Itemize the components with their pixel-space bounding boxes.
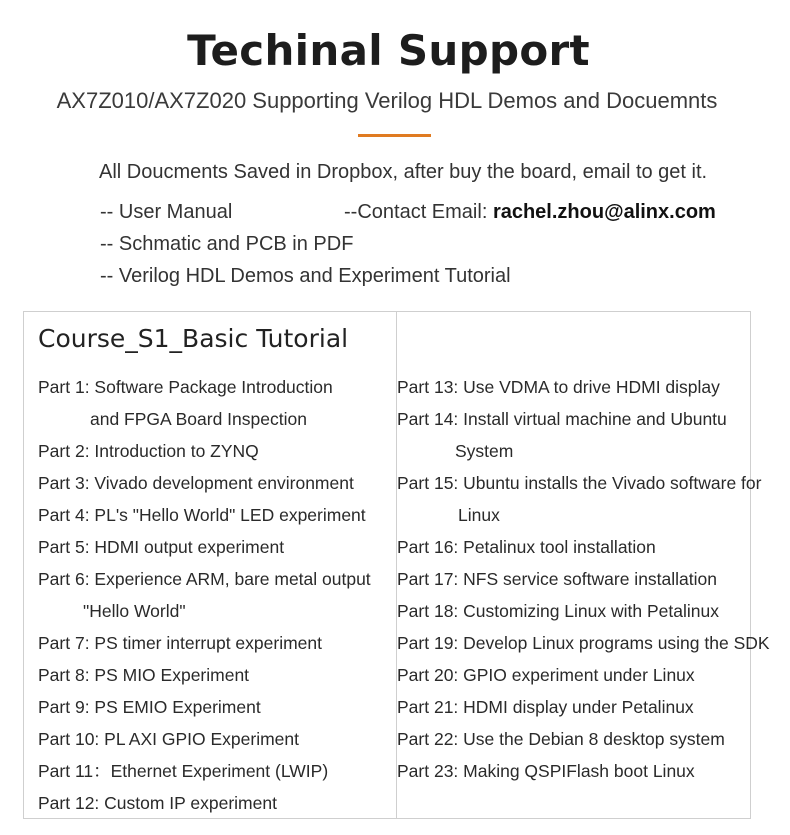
list-item: Part 14: Install virtual machine and Ubuntu System bbox=[397, 409, 727, 461]
doc-item-user-manual: -- User Manual bbox=[100, 201, 233, 223]
list-item: Part 18: Customizing Linux with Petalinux bbox=[397, 601, 719, 621]
page-title: Techinal Support bbox=[187, 26, 590, 75]
course-table bbox=[23, 311, 770, 819]
list-item: Part 23: Making QSPIFlash boot Linux bbox=[397, 761, 695, 781]
contact-email-link[interactable]: rachel.zhou@alinx.com bbox=[492, 201, 716, 223]
contact-info bbox=[344, 201, 716, 224]
list-item: Part 17: NFS service software installation bbox=[397, 569, 717, 589]
list-item: Part 5: HDMI output experiment bbox=[38, 537, 285, 557]
list-item: Part 9: PS EMIO Experiment bbox=[38, 697, 261, 717]
list-item: Part 16: Petalinux tool installation bbox=[397, 537, 656, 557]
list-item: Part 13: Use VDMA to drive HDMI display bbox=[397, 377, 720, 397]
list-item: Part 8: PS MIO Experiment bbox=[38, 665, 250, 685]
list-item: Part 1: Software Package Introduction and FPGA Board Inspection bbox=[38, 377, 333, 429]
doc-item-verilog-demos: -- Verilog HDL Demos and Experiment Tutorial bbox=[100, 265, 511, 287]
list-item: Part 19: Develop Linux programs using the SDK bbox=[397, 633, 770, 653]
page-subtitle: AX7Z010/AX7Z020 Supporting Verilog HDL Demos and Docuemnts bbox=[56, 88, 718, 113]
list-item: Part 2: Introduction to ZYNQ bbox=[38, 441, 259, 461]
list-item: Part 21: HDMI display under Petalinux bbox=[397, 697, 694, 717]
intro-text: All Doucments Saved in Dropbox, after buy the board, email to get it. bbox=[99, 161, 708, 183]
list-item: Part 3: Vivado development environment bbox=[38, 473, 354, 493]
doc-item-schematic: -- Schmatic and PCB in PDF bbox=[100, 233, 354, 255]
course-title: Course_S1_Basic Tutorial bbox=[38, 324, 349, 353]
list-item: Part 15: Ubuntu installs the Vivado software for Linux bbox=[397, 473, 762, 525]
course-parts-right bbox=[397, 371, 770, 787]
list-item: Part 11：Ethernet Experiment (LWIP) bbox=[38, 761, 329, 781]
title-accent-divider bbox=[358, 134, 431, 137]
list-item: Part 6: Experience ARM, bare metal output "Hello World" bbox=[38, 569, 371, 621]
list-item: Part 7: PS timer interrupt experiment bbox=[38, 633, 322, 653]
list-item: Part 12: Custom IP experiment bbox=[38, 793, 277, 813]
list-item: Part 10: PL AXI GPIO Experiment bbox=[38, 729, 299, 749]
list-item: Part 20: GPIO experiment under Linux bbox=[397, 665, 695, 685]
list-item: Part 22: Use the Debian 8 desktop system bbox=[397, 729, 725, 749]
course-parts-left bbox=[38, 371, 394, 819]
list-item: Part 4: PL's "Hello World" LED experiment bbox=[38, 505, 366, 525]
contact-label: --Contact Email: bbox=[344, 201, 493, 223]
